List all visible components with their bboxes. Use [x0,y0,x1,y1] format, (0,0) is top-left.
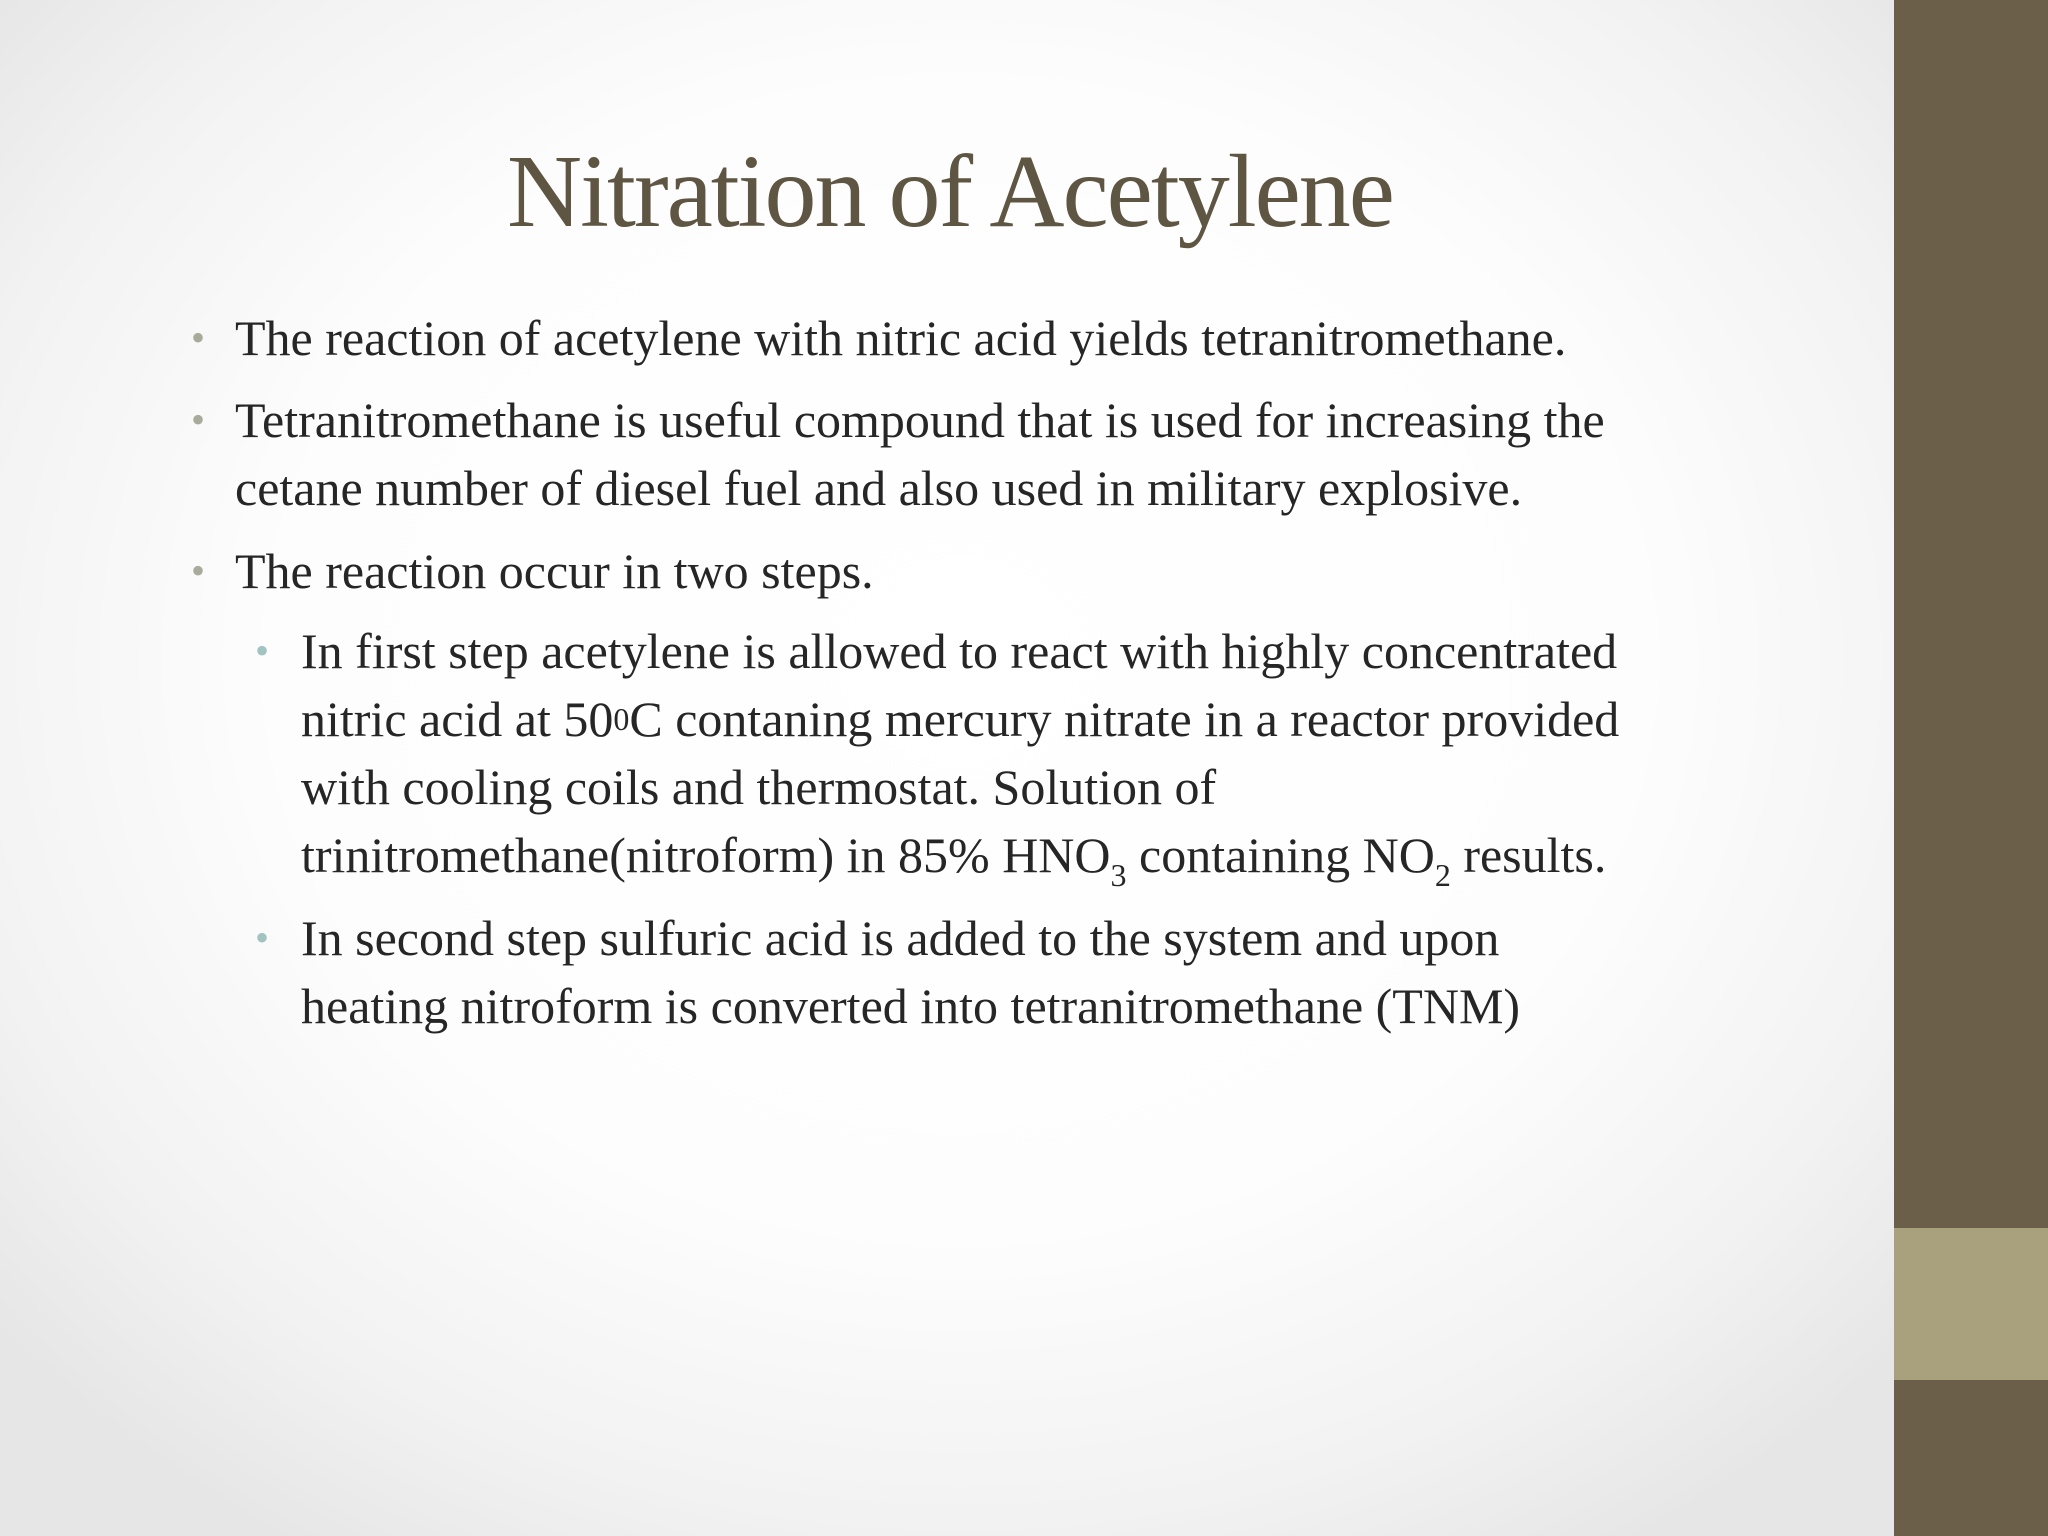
text-run: C contaning mercury nitrate in a reactor provided [629,691,1620,747]
bullet-line [301,685,1619,753]
subscript: 2 [1434,857,1451,893]
bullet-line [301,821,1619,893]
sub-bullet-item [255,904,1521,1040]
text-run: results. [1450,827,1607,883]
bullet-dot: • [191,397,206,442]
sidebar-decoration-bottom [1894,1380,2048,1536]
text-run: trinitromethane(nitroform) in 85% HNO [301,827,1111,883]
superscript: 0 [613,701,630,737]
bullet-line: In second step sulfuric acid is added to the system and upon [301,910,1500,966]
subscript: 3 [1110,857,1127,893]
bullet-item [191,537,874,605]
bullet-line: Tetranitromethane is useful compound that is used for increasing the [235,392,1605,448]
bullet-line: In first step acetylene is allowed to react with highly concentrated [301,623,1618,679]
bullet-item [191,304,1567,372]
sub-bullet-item [255,617,1620,893]
slide-title: Nitration of Acetylene [507,134,1393,249]
bullet-item [191,386,1605,522]
text-run: nitric acid at 50 [301,691,614,747]
bullet-line: The reaction of acetylene with nitric acid yields tetranitromethane. [235,310,1567,366]
sidebar-decoration-accent [1894,1228,2048,1380]
bullet-dot: • [191,548,206,593]
bullet-line: cetane number of diesel fuel and also used in military explosive. [235,460,1523,516]
sub-bullet-dot: • [255,628,270,673]
bullet-line: heating nitroform is converted into tetranitromethane (TNM) [301,978,1521,1034]
text-run: containing NO [1126,827,1435,883]
bullet-line: with cooling coils and thermostat. Solution of [301,759,1217,815]
sidebar-decoration-top [1894,0,2048,1228]
bullet-dot: • [191,315,206,360]
sub-bullet-dot: • [255,915,270,960]
bullet-line: The reaction occur in two steps. [235,543,874,599]
